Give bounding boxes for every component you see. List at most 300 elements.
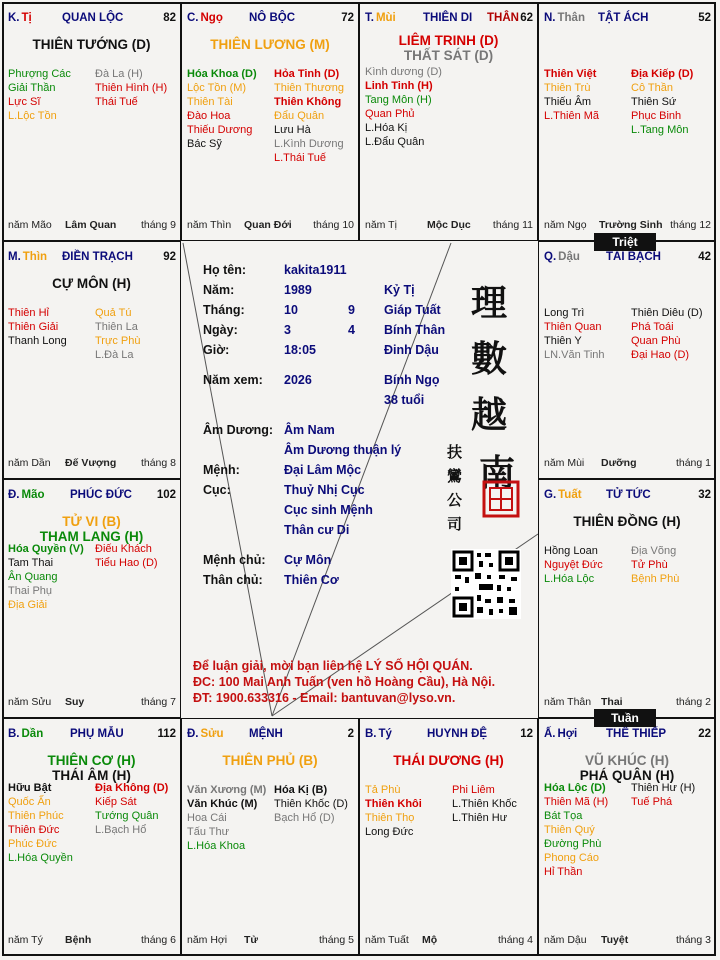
palace-branch <box>8 728 43 740</box>
minor-star: Hóa Quyền (V) <box>8 543 84 555</box>
minor-star: Tam Thai <box>8 557 54 569</box>
minor-star: Phượng Các <box>8 68 71 80</box>
minor-star: Thiên Giải <box>8 321 59 333</box>
year-label: năm Tý <box>8 934 43 946</box>
minor-star: Tả Phù <box>365 784 401 796</box>
palace-footer <box>544 696 711 710</box>
month-label: tháng 7 <box>140 696 176 708</box>
minor-star: Nguyệt Đức <box>544 559 603 571</box>
minor-star: Thiếu Dương <box>187 124 253 136</box>
day-lunar: 4 <box>348 323 355 337</box>
triet-marker: Triệt <box>594 233 656 251</box>
month-label: tháng 1 <box>675 457 711 469</box>
palace-cell-hoi[interactable] <box>538 718 716 956</box>
view-year-value: 2026 <box>284 373 312 387</box>
minor-star: Tấu Thư <box>187 826 230 838</box>
palace-header <box>365 12 533 26</box>
minor-stars-left <box>544 544 603 586</box>
than-chu-label: Thân chủ: <box>203 573 263 587</box>
minor-star: Thiên Quý <box>544 824 595 836</box>
month-canchi: Giáp Tuất <box>384 303 441 317</box>
minor-stars-left <box>8 67 71 123</box>
branch-stem: G. <box>544 489 557 501</box>
palace-footer <box>187 219 354 233</box>
minor-stars-right <box>631 781 695 809</box>
palace-cell-thin[interactable] <box>2 241 181 479</box>
hour-value: 18:05 <box>284 343 316 357</box>
palace-cell-ngo[interactable] <box>181 2 359 241</box>
branch-stem: Đ. <box>8 489 20 501</box>
minor-stars-left <box>8 781 73 865</box>
year-label: năm Tuất <box>365 934 409 946</box>
minor-stars-left <box>8 542 84 612</box>
month-label: tháng 3 <box>675 934 711 946</box>
branch-stem: Đ. <box>187 728 199 740</box>
major-star: TỬ VI (B) <box>62 514 121 529</box>
minor-star: Thiên Khôi <box>365 798 422 810</box>
minor-star: Thiên Khốc (D) <box>274 798 348 810</box>
palace-header <box>8 489 176 503</box>
red-seal-icon <box>481 479 521 519</box>
month-value: 10 <box>284 303 298 317</box>
minor-star: L.Hóa Lộc <box>544 573 595 585</box>
month-label: tháng 4 <box>497 934 533 946</box>
minor-star: Thiên La <box>95 321 138 333</box>
major-star: THIÊN ĐỒNG (H) <box>573 514 681 529</box>
minor-star: Thiên Không <box>274 96 342 108</box>
minor-star: Thiên Phúc <box>8 810 64 822</box>
branch-name: Thìn <box>22 251 48 263</box>
minor-stars-right <box>95 67 167 109</box>
minor-star: Tử Phù <box>631 559 668 571</box>
menh-chu-label: Mệnh chủ: <box>203 553 266 567</box>
minor-star: Phúc Đức <box>8 838 57 850</box>
major-star: CỰ MÔN (H) <box>52 276 131 291</box>
minor-star: Quan Phù <box>631 335 681 347</box>
branch-name: Dậu <box>558 251 580 263</box>
palace-branch <box>544 251 580 263</box>
major-star: PHÁ QUÂN (H) <box>579 768 675 783</box>
palace-number: 22 <box>698 728 711 740</box>
year-label: năm Dần <box>8 457 51 469</box>
palace-branch <box>544 489 582 501</box>
minor-star: Địa Kiếp (D) <box>631 68 694 80</box>
minor-star: Tang Môn (H) <box>365 94 432 106</box>
branch-name: Hợi <box>557 728 578 740</box>
palace-branch <box>365 12 396 24</box>
palace-footer <box>8 934 176 948</box>
palace-footer <box>544 219 711 233</box>
month-label: tháng 10 <box>313 219 354 231</box>
minor-stars-left <box>544 306 605 362</box>
minor-star: Hóa Kị (B) <box>274 784 328 796</box>
minor-star: Đà La (H) <box>95 68 143 80</box>
contact-line-1: Để luận giải, mời bạn liên hệ LÝ SỐ HỘI QUÁN. <box>193 659 473 673</box>
life-stage: Trường Sinh <box>599 219 663 231</box>
calligraphy-small-2: 鸞 <box>447 467 463 485</box>
minor-star: Hỉ Thần <box>544 866 583 878</box>
life-stage: Đế Vượng <box>65 457 117 469</box>
minor-star: Thiếu Âm <box>544 96 592 108</box>
palace-header <box>187 12 354 26</box>
palace-branch <box>544 12 585 24</box>
minor-star: Lực Sĩ <box>8 96 41 108</box>
palace-number: 62 <box>520 12 533 24</box>
minor-star: Lộc Tồn (M) <box>187 82 247 94</box>
minor-stars-right <box>95 781 168 837</box>
palace-number: 2 <box>347 728 354 740</box>
minor-star: L.Đà La <box>95 349 134 361</box>
month-label: tháng 2 <box>675 696 711 708</box>
minor-star: Văn Khúc (M) <box>187 798 258 810</box>
palace-number: 92 <box>163 251 176 263</box>
minor-star: L.Hóa Khoa <box>187 840 246 852</box>
cuc-label: Cục: <box>203 483 231 497</box>
palace-branch <box>365 728 392 740</box>
palace-cell-suu[interactable] <box>181 718 359 956</box>
year-label: năm Mùi <box>544 457 585 469</box>
life-stage: Quan Đới <box>244 219 292 231</box>
palace-name: PHỤ MẪU <box>70 728 124 740</box>
than-chu-value: Thiên Cơ <box>284 573 339 587</box>
life-stage: Mộc Dục <box>427 219 471 231</box>
minor-star: Địa Không (D) <box>95 782 169 794</box>
month-label: tháng 12 <box>670 219 711 231</box>
minor-star: Thái Tuế <box>95 96 138 108</box>
major-star: THIÊN LƯƠNG (M) <box>210 37 330 52</box>
menh-chu-value: Cự Môn <box>284 553 332 567</box>
contact-phone-email[interactable]: ĐT: 1900.633316 - Email: bantuvan@lyso.vn. <box>193 691 456 705</box>
minor-star: Thai Phụ <box>8 585 53 597</box>
palace-footer <box>544 934 711 948</box>
minor-star: Lưu Hà <box>274 124 311 136</box>
month-label: tháng 9 <box>140 219 176 231</box>
than-cu: Thân cư Di <box>284 523 350 537</box>
minor-star: Long Đức <box>365 826 414 838</box>
palace-header <box>544 12 711 26</box>
minor-star: Tướng Quân <box>95 810 159 822</box>
palace-name: HUYNH ĐỆ <box>427 728 488 740</box>
palace-number: 82 <box>163 12 176 24</box>
cuc-detail: Cục sinh Mệnh <box>284 503 373 517</box>
palace-branch <box>544 728 577 740</box>
major-star: THẤT SÁT (D) <box>403 48 494 63</box>
tuan-marker: Tuần <box>594 709 656 727</box>
minor-star: Bệnh Phù <box>631 573 680 585</box>
branch-stem: Q. <box>544 251 557 263</box>
palace-cell-ti[interactable] <box>359 718 538 956</box>
minor-stars-left <box>544 67 599 123</box>
palace-number: 112 <box>157 728 176 740</box>
palace-name: PHÚC ĐỨC <box>70 489 132 501</box>
minor-star: Thiên Mã (H) <box>544 796 609 808</box>
major-star: VŨ KHÚC (H) <box>585 753 669 768</box>
palace-number: 52 <box>698 12 711 24</box>
day-value: 3 <box>284 323 291 337</box>
minor-star: Quan Phủ <box>365 108 415 120</box>
minor-star: Thiên Tài <box>187 96 233 108</box>
minor-star: Bát Tọa <box>544 810 583 822</box>
palace-name: MỆNH <box>249 728 283 740</box>
minor-star: Tuế Phá <box>631 796 673 808</box>
major-star: THÁI ÂM (H) <box>52 768 131 783</box>
palace-cell-than[interactable] <box>538 2 716 241</box>
qr-code-icon[interactable] <box>451 549 521 619</box>
minor-stars-right <box>631 544 679 586</box>
palace-header <box>187 728 354 742</box>
minor-star: L.Thiên Khốc <box>452 798 517 810</box>
minor-stars-right <box>631 67 693 137</box>
year-label: năm Sửu <box>8 696 52 708</box>
minor-stars-right <box>274 67 344 165</box>
minor-star: Thiên Đức <box>8 824 60 836</box>
palace-cell-mui[interactable] <box>359 2 538 241</box>
minor-star: Hóa Khoa (D) <box>187 68 257 80</box>
branch-name: Ngọ <box>200 12 223 24</box>
view-year-label: Năm xem: <box>203 373 263 387</box>
minor-star: Thiên Diêu (D) <box>631 307 703 319</box>
life-stage: Dưỡng <box>601 457 637 469</box>
calligraphy-small-4: 司 <box>447 515 463 533</box>
minor-star: Hỏa Tinh (D) <box>274 68 340 80</box>
branch-name: Tuất <box>558 489 582 501</box>
branch-name: Sửu <box>200 728 224 740</box>
minor-stars-right <box>631 306 703 362</box>
palace-branch <box>187 12 223 24</box>
life-stage: Tử <box>244 934 259 946</box>
minor-star: Điếu Khách <box>95 543 152 555</box>
minor-star: Long Trì <box>544 307 585 319</box>
amduong-value: Âm Nam <box>284 423 335 437</box>
minor-star: L.Kình Dương <box>274 138 344 150</box>
minor-star: Quốc Ấn <box>8 796 51 808</box>
minor-star: Bạch Hổ (D) <box>274 812 335 824</box>
month-label: tháng 6 <box>140 934 176 946</box>
palace-header <box>8 12 176 26</box>
palace-header <box>8 728 176 742</box>
branch-stem: M. <box>8 251 21 263</box>
minor-star: LN.Văn Tinh <box>544 349 605 361</box>
month-label: tháng 5 <box>318 934 354 946</box>
day-canchi: Bính Thân <box>384 323 446 337</box>
year-label: năm Thân <box>544 696 592 708</box>
minor-star: L.Thiên Hư <box>452 812 508 824</box>
palace-name: NÔ BỘC <box>249 12 295 24</box>
minor-star: Phong Cáo <box>544 852 600 864</box>
palace-number: 102 <box>156 489 176 501</box>
minor-star: L.Thiên Mã <box>544 110 600 122</box>
minor-star: Hữu Bật <box>8 782 52 794</box>
minor-stars-left <box>8 306 67 348</box>
minor-stars-left <box>187 67 257 151</box>
palace-cell-dan[interactable] <box>2 718 181 956</box>
palace-header <box>544 489 711 503</box>
minor-star: Địa Võng <box>631 545 677 557</box>
minor-stars-left <box>365 783 422 839</box>
calligraphy-small-1: 扶 <box>447 443 463 461</box>
year-label: năm Ngọ <box>544 219 587 231</box>
calligraphy-char-3: 越 <box>471 394 508 436</box>
minor-star: Thiên Trù <box>544 82 591 94</box>
minor-star: Thiên Hỉ <box>8 307 49 319</box>
palace-number: 72 <box>341 12 354 24</box>
minor-star: Đào Hoa <box>187 110 231 122</box>
palace-branch <box>8 489 45 501</box>
branch-stem: N. <box>544 12 556 24</box>
center-info <box>181 241 538 718</box>
palace-footer <box>8 696 176 710</box>
calligraphy-small-3: 公 <box>447 491 463 509</box>
contact-address: ĐC: 100 Mai Anh Tuấn (ven hồ Hoàng Cầu), Hà Nội. <box>193 675 496 689</box>
minor-star: Thiên Việt <box>544 68 597 80</box>
palace-branch <box>8 251 47 263</box>
minor-star: Thiên Hư (H) <box>631 782 696 794</box>
minor-star: Đại Hao (D) <box>631 349 690 361</box>
calligraphy-char-4: 南 <box>479 452 516 494</box>
major-star: THIÊN CƠ (H) <box>47 753 136 768</box>
branch-stem: K. <box>8 12 20 24</box>
year-canchi: Kỷ Tị <box>384 283 415 297</box>
palace-footer <box>544 457 711 471</box>
minor-star: Quả Tú <box>95 307 132 319</box>
minor-star: Thanh Long <box>8 335 67 347</box>
year-label: năm Dậu <box>544 934 587 946</box>
palace-branch <box>8 12 32 24</box>
palace-header <box>365 728 533 742</box>
minor-star: Đẩu Quân <box>274 110 325 122</box>
palace-name: THÊ THIẾP <box>606 728 667 740</box>
minor-star: Hồng Loan <box>544 545 598 557</box>
calligraphy-char-2: 數 <box>471 338 508 380</box>
minor-star: Phi Liêm <box>452 784 495 796</box>
minor-star: Bác Sỹ <box>187 138 222 150</box>
minor-star: Hóa Lộc (D) <box>544 782 606 794</box>
major-star: THÁI DƯƠNG (H) <box>393 753 504 768</box>
amduong-detail: Âm Dương thuận lý <box>284 443 402 457</box>
palace-footer <box>365 934 533 948</box>
branch-stem: B. <box>365 728 377 740</box>
minor-star: Trực Phù <box>95 335 141 347</box>
minor-star: L.Hóa Quyền <box>8 852 73 864</box>
palace-header <box>544 251 711 265</box>
year-value: 1989 <box>284 283 312 297</box>
minor-star: Ân Quang <box>8 571 58 583</box>
minor-star: Kình dương (D) <box>365 66 442 78</box>
palace-number: 32 <box>698 489 711 501</box>
major-star: LIÊM TRINH (D) <box>398 33 499 48</box>
year-label: năm Thìn <box>187 219 232 231</box>
branch-name: Tý <box>378 728 392 740</box>
branch-stem: Ấ. <box>544 728 556 740</box>
minor-star: L.Bạch Hổ <box>95 824 147 836</box>
minor-star: L.Hóa Kị <box>365 122 408 134</box>
minor-stars-right <box>95 306 140 362</box>
calligraphy-char-1: 理 <box>471 282 508 324</box>
palace-cell-tuat[interactable] <box>538 479 716 718</box>
palace-footer <box>187 934 354 948</box>
life-stage: Suy <box>65 696 85 708</box>
palace-cell-dau[interactable] <box>538 241 716 479</box>
branch-stem: B. <box>8 728 20 740</box>
palace-name: THIÊN DI <box>423 12 473 24</box>
palace-name: TẬT ÁCH <box>598 12 649 24</box>
minor-star: L.Lộc Tồn <box>8 110 57 122</box>
minor-stars-left <box>187 783 266 853</box>
palace-cell-mao[interactable] <box>2 479 181 718</box>
minor-stars-left <box>365 65 442 149</box>
minor-star: Cô Thần <box>631 82 673 94</box>
palace-name: TÀI BẠCH <box>606 251 661 263</box>
palace-footer <box>365 219 533 233</box>
palace-header <box>544 728 711 742</box>
minor-star: Văn Xương (M) <box>187 784 267 796</box>
minor-star: Thiên Y <box>544 335 582 347</box>
minor-star: Thiên Quan <box>544 321 602 333</box>
palace-cell-ty[interactable] <box>2 2 181 241</box>
month-label: tháng 8 <box>140 457 176 469</box>
menh-value: Đại Lâm Mộc <box>284 463 362 477</box>
minor-stars-left <box>544 781 608 879</box>
age-value: 38 tuổi <box>384 393 425 407</box>
minor-star: Phục Binh <box>631 110 682 122</box>
month-label: Tháng: <box>203 303 245 317</box>
minor-star: Hoa Cái <box>187 812 227 824</box>
branch-stem: C. <box>187 12 199 24</box>
minor-stars-right <box>95 542 158 570</box>
minor-star: Kiếp Sát <box>95 796 137 808</box>
year-label: Năm: <box>203 283 235 297</box>
life-stage: Bệnh <box>65 934 92 946</box>
branch-name: Mùi <box>375 12 396 24</box>
palace-footer <box>8 219 176 233</box>
minor-star: Thiên Thương <box>274 82 345 94</box>
year-label: năm Hợi <box>187 934 228 946</box>
minor-stars-right <box>452 783 517 825</box>
minor-star: Thiên Thọ <box>365 812 415 824</box>
minor-star: Địa Giải <box>8 599 48 611</box>
major-star: THIÊN TƯỚNG (D) <box>32 37 151 52</box>
name-value: kakita1911 <box>284 263 347 277</box>
amduong-label: Âm Dương: <box>203 423 274 437</box>
life-stage: Lâm Quan <box>65 219 117 231</box>
minor-star: L.Tang Môn <box>631 124 689 136</box>
major-star: THAM LANG (H) <box>39 529 144 544</box>
life-stage: Mộ <box>422 934 438 946</box>
view-year-canchi: Bính Ngọ <box>384 373 440 387</box>
minor-stars-right <box>274 783 348 825</box>
year-label: năm Tị <box>365 219 397 231</box>
minor-star: Tiểu Hao (D) <box>95 557 158 569</box>
major-star: THIÊN PHỦ (B) <box>222 753 318 768</box>
branch-name: Mão <box>21 489 45 501</box>
hour-canchi: Đinh Dậu <box>384 343 439 357</box>
palace-name: QUAN LỘC <box>62 12 124 24</box>
minor-star: Đường Phù <box>544 838 602 850</box>
palace-name: TỬ TỨC <box>606 489 651 501</box>
menh-label: Mệnh: <box>203 463 240 477</box>
month-label: tháng 11 <box>492 219 533 231</box>
branch-name: Dần <box>21 728 44 740</box>
palace-name: ĐIỀN TRẠCH <box>62 251 133 263</box>
minor-star: Thiên Sứ <box>631 96 677 108</box>
name-label: Họ tên: <box>203 263 247 277</box>
month-lunar: 9 <box>348 303 355 317</box>
palace-number: 12 <box>520 728 533 740</box>
minor-star: Phá Toái <box>631 321 674 333</box>
palace-number: 42 <box>698 251 711 263</box>
palace-footer <box>8 457 176 471</box>
branch-name: Thân <box>557 12 585 24</box>
